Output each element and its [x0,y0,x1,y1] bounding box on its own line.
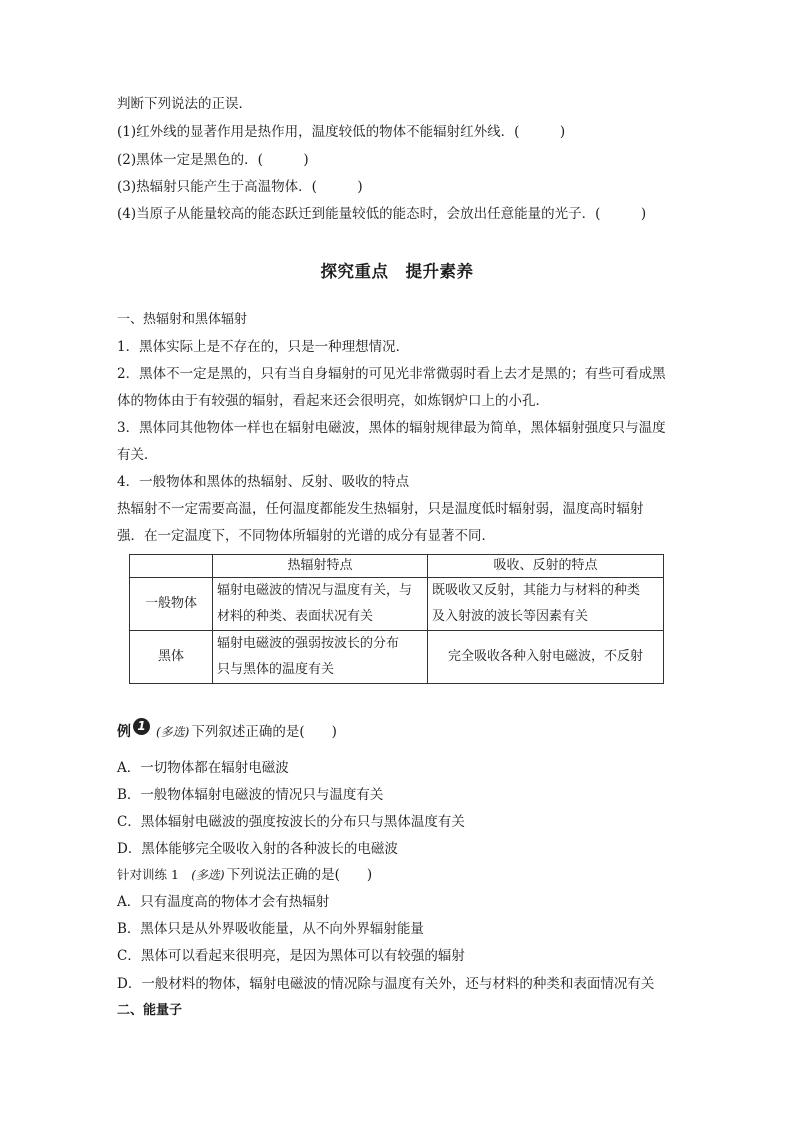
table-header-empty [130,555,213,578]
section1-title: 一、热辐射和黑体辐射 [117,312,248,327]
example-option-b: B．一般物体辐射电磁波的情况只与温度有关 [117,787,384,803]
table-cell-line: 辐射电磁波的强弱按波长的分布 [217,636,400,651]
training-1-question [117,866,372,884]
training-option-d: D．一般材料的物体，辐射电磁波的情况除与温度有关外，还与材料的种类和表面情况有关 [117,976,655,992]
training-option-c: C．黑体可以看起来很明亮，是因为黑体可以有较强的辐射 [117,948,465,964]
table-header-radiation: 热辐射特点 [213,555,428,578]
section1-p2-line2: 体的物体由于有较强的辐射，看起来还会很明亮，如炼钢炉口上的小孔． [117,393,549,409]
judge-item-1: (1)红外线的显著作用是热作用，温度较低的物体不能辐射红外线．( ) [117,124,566,140]
section1-p3-line2: 有关． [117,447,158,463]
judge-item-3: (3)热辐射只能产生于高温物体．( ) [117,179,363,195]
example-option-d: D．黑体能够完全吸收入射的各种波长的电磁波 [117,841,398,857]
section1-p5-line1: 热辐射不一定需要高温，任何温度都能发生热辐射，只是温度低时辐射弱，温度高时辐射 [117,501,644,517]
section-heading: 探究重点 提升素养 [320,262,474,281]
example-1-question [117,718,337,741]
comparison-table [129,554,664,684]
judge-item-2: (2)黑体一定是黑色的．( ) [117,152,309,168]
table-header-absorption: 吸收、反射的特点 [428,555,664,578]
table-row-name: 黑体 [130,631,213,684]
training-question-text: 下列说法正确的是( ) [226,867,373,883]
section1-p4: 4．一般物体和黑体的热辐射、反射、吸收的特点 [117,474,410,490]
example-number-badge: 1 [133,718,150,735]
multi-select-tag: (多选) [191,868,225,882]
section1-p5-line2: 强．在一定温度下，不同物体所辐射的光谱的成分有显著不同． [117,528,495,544]
table-cell-line: 材料的种类、表面状况有关 [217,609,374,624]
table-cell-line: 只与黑体的温度有关 [217,662,335,677]
table-cell: 完全吸收各种入射电磁波，不反射 [428,631,664,684]
example-option-c: C．黑体辐射电磁波的强度按波长的分布只与黑体温度有关 [117,814,465,830]
judge-item-4: (4)当原子从能量较高的能态跃迁到能量较低的能态时，会放出任意能量的光子．( ) [117,206,647,222]
example-question-text: 下列叙述正确的是( ) [191,724,337,740]
judge-intro: 判断下列说法的正误． [117,96,252,112]
table-header-row [130,555,664,578]
table-row-name: 一般物体 [130,578,213,631]
table-cell-line: 及入射波的波长等因素有关 [432,609,589,624]
table-row [130,631,664,684]
section1-p3-line1: 3．黑体同其他物体一样也在辐射电磁波，黑体的辐射规律最为简单，黑体辐射强度只与温度 [117,420,666,436]
table-cell [213,631,428,684]
training-label: 针对训练 1 [117,867,179,882]
section2-title: 二、能量子 [117,1003,183,1018]
section1-p1: 1．黑体实际上是不存在的，只是一种理想情况． [117,339,410,355]
table-cell-line: 辐射电磁波的情况与温度有关，与 [217,583,413,598]
example-option-a: A．一切物体都在辐射电磁波 [117,760,289,776]
table-cell-line: 既吸收又反射，其能力与材料的种类 [432,583,641,598]
training-option-a: A．只有温度高的物体才会有热辐射 [117,894,330,910]
table-cell [213,578,428,631]
table-cell [428,578,664,631]
training-option-b: B．黑体只是从外界吸收能量，从不向外界辐射能量 [117,921,424,937]
example-label: 例 [117,724,131,740]
multi-select-tag: (多选) [156,725,190,739]
table-row [130,578,664,631]
section1-p2-line1: 2．黑体不一定是黑的，只有当自身辐射的可见光非常微弱时看上去才是黑的；有些可看成黑 [117,366,666,382]
